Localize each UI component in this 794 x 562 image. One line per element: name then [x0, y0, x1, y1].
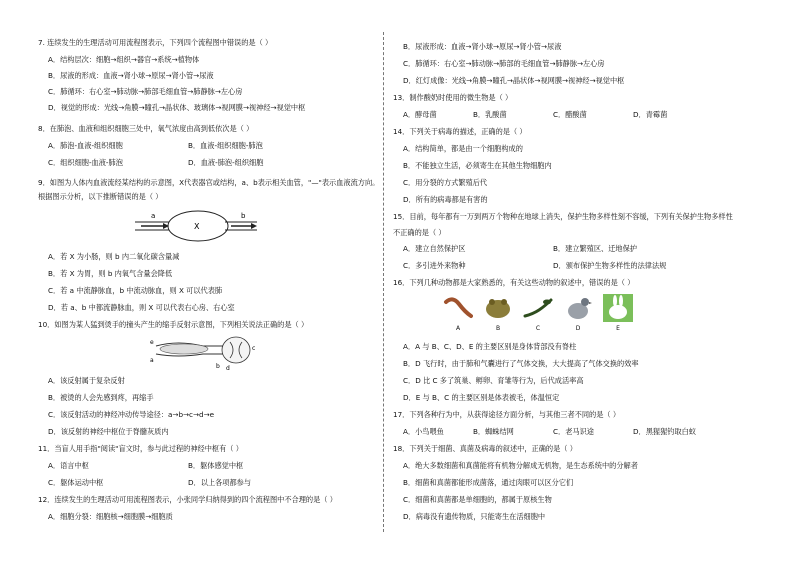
q18-option-b: B．细菌和真菌都能形成菌落，通过肉眼可以区分它们 — [403, 478, 574, 487]
reflex-label-e: e — [150, 339, 154, 346]
animal-label-e: E — [616, 325, 620, 332]
vessel-b-label: b — [241, 212, 246, 220]
column-divider — [383, 32, 384, 532]
animal-figures — [443, 294, 633, 332]
q12-option-b: B．尿液形成：血液→肾小球→原尿→肾小管→尿液 — [403, 42, 562, 51]
q8-stem: 8．在肺泡、血液和组织细胞三处中，氧气浓度由高到低依次是（ ） — [38, 124, 254, 133]
earthworm-figure — [443, 294, 473, 332]
q18-option-c: C．细菌和真菌都是单细胞的，都属于原核生物 — [403, 495, 552, 504]
vessel-a-label: a — [151, 212, 156, 220]
q15-option-a: A．建立自然保护区 — [403, 244, 466, 253]
q12-option-d: D．红灯成像：光线→角膜→瞳孔→晶状体→视网膜→视神经→视觉中枢 — [403, 76, 625, 85]
q11-option-d: D．以上各项都参与 — [188, 478, 252, 487]
q15-option-d: D．颁布保护生物多样性的法律法规 — [553, 261, 667, 270]
q14-option-d: D．所有的病毒都是有害的 — [403, 195, 488, 204]
q9-stem-line2: 根据图示分析，以下推断错误的是（ ） — [38, 192, 163, 201]
q17-option-b: B．蜘蛛结网 — [473, 427, 514, 436]
q17-option-d: D．黑猩猩钓取白蚁 — [633, 427, 697, 436]
q9-option-b: B．若 X 为胃，则 b 内氧气含量会降低 — [48, 269, 173, 278]
q11-option-a: A．语言中枢 — [48, 461, 89, 470]
q14-option-c: C．用分裂的方式繁殖后代 — [403, 178, 488, 187]
lizard-figure — [523, 294, 553, 332]
animal-label-a: A — [455, 325, 461, 332]
q9-option-d: D．若 a、b 中都流静脉血，则 X 可以代表右心房、右心室 — [48, 303, 235, 312]
q16-option-c: C．D 比 C 多了筑巢、孵卵、育雏等行为，后代成活率高 — [403, 376, 584, 385]
animal-label-c: C — [535, 325, 541, 332]
q17-option-a: A．小鸟喂鱼 — [403, 427, 444, 436]
q11-option-c: C．躯体运动中枢 — [48, 478, 104, 487]
q12-option-c: C．肺循环：右心室→肺动脉→肺部的毛细血管→肺静脉→左心房 — [403, 59, 605, 68]
q16-stem: 16．下列几种动物都是大家熟悉的，有关这些动物的叙述中，错误的是（ ） — [393, 278, 635, 287]
q8-option-a: A．肺泡-血液-组织细胞 — [48, 141, 123, 150]
reflex-arc-diagram — [148, 332, 258, 372]
q12-option-a: A．细胞分裂：细胞核→细胞膜→细胞质 — [48, 512, 173, 521]
reflex-label-d: d — [226, 365, 230, 372]
q14-stem: 14．下列关于病毒的描述，正确的是（ ） — [393, 127, 527, 136]
q9-stem-line1: 9．如图为人体内血液流经某结构的示意图，X代表器官或结构，a、b表示相关血管，"—"表示血液流方向。 — [38, 178, 380, 187]
q10-option-b: B．被烫的人会先感到疼，再缩手 — [48, 393, 154, 402]
q7-option-b: B．尿液的形成：血液→肾小球→原尿→肾小管→尿液 — [48, 71, 214, 80]
q12-stem: 12．连续发生的生理活动可用流程图表示，小张同学归纳得到的四个流程图中不合理的是（ ） — [38, 495, 337, 504]
q10-stem: 10．如图为某人猛到烫手的撞头产生的缩手反射示意图，下列相关说法正确的是（ ） — [38, 320, 309, 329]
q18-option-d: D．病毒没有遗传物质，只能寄生在活细胞中 — [403, 512, 546, 521]
q15-option-c: C．多引进外来物种 — [403, 261, 466, 270]
frog-figure — [483, 294, 513, 332]
pigeon-figure — [563, 294, 593, 332]
q10-option-a: A．该反射属于复杂反射 — [48, 376, 125, 385]
q8-option-d: D．血液-肺泡-组织细胞 — [188, 158, 264, 167]
animal-label-b: B — [495, 325, 501, 332]
q17-option-c: C．老马识途 — [553, 427, 594, 436]
reflex-label-a: a — [150, 357, 154, 364]
q14-option-a: A．结构简单，都是由一个细胞构成的 — [403, 144, 523, 153]
q15-stem-line2: 不正确的是（ ） — [393, 228, 446, 237]
q7-option-a: A．结构层次：细胞→组织→器官→系统→植物体 — [48, 55, 200, 64]
q11-option-b: B．躯体感觉中枢 — [188, 461, 244, 470]
q7-stem: 7. 连续发生的生理活动可用流程图表示，下列四个流程图中错误的是（ ） — [38, 38, 273, 47]
q15-option-b: B．建立繁殖区、迁地保护 — [553, 244, 637, 253]
q16-option-d: D．E 与 B、C 的主要区别是体表被毛，体温恒定 — [403, 393, 560, 402]
q14-option-b: B．不能独立生活，必须寄生在其他生物细胞内 — [403, 161, 552, 170]
q9-option-a: A．若 X 为小肠，则 b 内二氧化碳含量减 — [48, 252, 180, 261]
q13-option-a: A．酵母菌 — [403, 110, 437, 119]
q18-option-a: A．绝大多数细菌和真菌能将有机物分解成无机物，是生态系统中的分解者 — [403, 461, 638, 470]
q13-option-c: C．醋酸菌 — [553, 110, 587, 119]
animal-label-d: D — [575, 325, 581, 332]
q8-option-b: B．血液-组织细胞-肺泡 — [188, 141, 263, 150]
q13-stem: 13．制作酸奶时使用的微生物是（ ） — [393, 93, 513, 102]
q11-stem: 11．当盲人用手指"阅读"盲文时，参与此过程的神经中枢有（ ） — [38, 444, 243, 453]
q10-option-d: D．该反射的神经中枢位于脊髓灰质内 — [48, 427, 169, 436]
q16-option-b: B．D 飞行时，由于肺和气囊进行了气体交换，大大提高了气体交换的效率 — [403, 359, 639, 368]
q7-option-c: C．肺循环：右心室→肺动脉→肺部毛细血管→肺静脉→左心房 — [48, 87, 243, 96]
organ-x-label: X — [194, 222, 200, 231]
q16-option-a: A．A 与 B、C、D、E 的主要区别是身体背部没有脊柱 — [403, 342, 577, 351]
q10-option-c: C．该反射活动的神经冲动传导途径：a→b→c→d→e — [48, 410, 215, 419]
q13-option-d: D．青霉菌 — [633, 110, 668, 119]
q15-stem-line1: 15．目前，每年都有一万到两万个物种在地球上消失，保护生物多样性刻不容缓，下列有关保护生物多样性 — [393, 212, 733, 221]
q18-stem: 18．下列关于细菌、真菌及病毒的叙述中，正确的是（ ） — [393, 444, 577, 453]
q17-stem: 17．下列各种行为中，从获得途径方面分析，与其他三者不同的是（ ） — [393, 410, 621, 419]
q8-option-c: C．组织细胞-血液-肺泡 — [48, 158, 123, 167]
rabbit-figure — [603, 294, 633, 332]
q9-option-c: C．若 a 中流静脉血，b 中流动脉血，则 X 可以代表肺 — [48, 286, 223, 295]
blood-flow-diagram — [133, 208, 263, 246]
q7-option-d: D．视觉的形成：光线→角膜→瞳孔→晶状体、玻璃体→视网膜→视神经→视觉中枢 — [48, 103, 306, 112]
reflex-label-b: b — [216, 363, 220, 370]
q13-option-b: B．乳酸菌 — [473, 110, 507, 119]
reflex-label-c: c — [252, 345, 256, 352]
